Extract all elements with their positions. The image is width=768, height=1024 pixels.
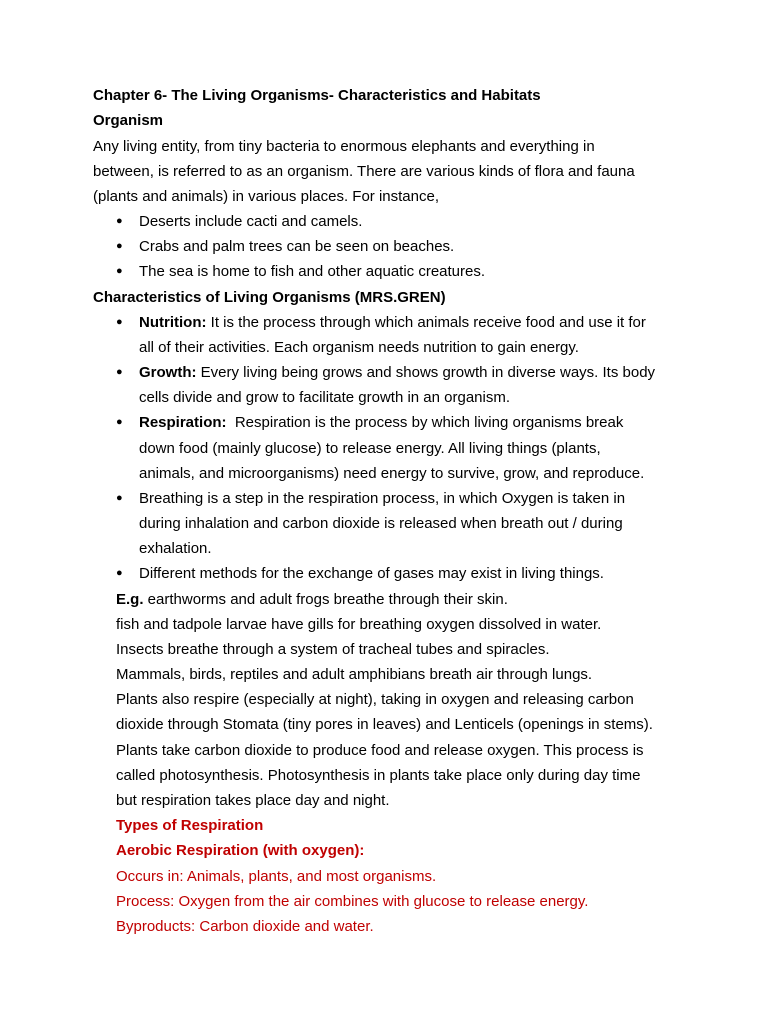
growth-text: Every living being grows and shows growth in diverse ways. Its body — [196, 364, 656, 381]
bullet-icon: ● — [116, 240, 123, 252]
characteristics-heading: Characteristics of Living Organisms (MRS.GREN) — [93, 289, 446, 306]
breathing-text-line: during inhalation and carbon dioxide is released when breath out / during — [139, 515, 623, 532]
bullet-icon: ● — [116, 567, 123, 579]
gas-exchange-item: Different methods for the exchange of gases may exist in living things. — [139, 565, 604, 582]
bullet-icon: ● — [116, 316, 123, 328]
eg-text: earthworms and adult frogs breathe through their skin. — [143, 591, 508, 608]
chapter-title: Chapter 6- The Living Organisms- Characteristics and Habitats — [93, 87, 541, 104]
growth-item — [139, 360, 655, 385]
growth-text-line: cells divide and grow to facilitate growth in an organism. — [139, 389, 511, 406]
detail-line: but respiration takes place day and night. — [116, 792, 390, 809]
detail-line: fish and tadpole larvae have gills for breathing oxygen dissolved in water. — [116, 616, 602, 633]
respiration-text-line: animals, and microorganisms) need energy to survive, grow, and reproduce. — [139, 465, 645, 482]
example-line — [116, 587, 508, 612]
detail-line: Mammals, birds, reptiles and adult amphibians breath air through lungs. — [116, 666, 593, 683]
aerobic-process-line: Process: Oxygen from the air combines with glucose to release energy. — [116, 893, 589, 910]
bullet-icon: ● — [116, 215, 123, 227]
organism-paragraph-line: (plants and animals) in various places. For instance, — [93, 188, 439, 205]
aerobic-respiration-heading: Aerobic Respiration (with oxygen): — [116, 842, 365, 859]
growth-term: Growth: — [139, 364, 197, 381]
respiration-term: Respiration: — [139, 414, 227, 431]
eg-label: E.g. — [116, 591, 144, 608]
detail-line: Plants take carbon dioxide to produce food and release oxygen. This process is — [116, 742, 644, 759]
detail-line: Plants also respire (especially at night), taking in oxygen and releasing carbon — [116, 691, 634, 708]
organism-heading: Organism — [93, 112, 164, 129]
aerobic-byproducts-line: Byproducts: Carbon dioxide and water. — [116, 918, 374, 935]
aerobic-occurs-line: Occurs in: Animals, plants, and most organisms. — [116, 868, 437, 885]
respiration-item — [139, 410, 623, 435]
bullet-icon: ● — [116, 265, 123, 277]
detail-line: called photosynthesis. Photosynthesis in plants take place only during day time — [116, 767, 641, 784]
example-item: The sea is home to fish and other aquatic creatures. — [139, 263, 486, 280]
organism-paragraph-line: Any living entity, from tiny bacteria to enormous elephants and everything in — [93, 138, 595, 155]
nutrition-term: Nutrition: — [139, 314, 207, 331]
breathing-item: Breathing is a step in the respiration process, in which Oxygen is taken in — [139, 490, 626, 507]
organism-paragraph-line: between, is referred to as an organism. There are various kinds of flora and fauna — [93, 163, 635, 180]
detail-line: dioxide through Stomata (tiny pores in leaves) and Lenticels (openings in stems). — [116, 716, 653, 733]
detail-line: Insects breathe through a system of tracheal tubes and spiracles. — [116, 641, 550, 658]
respiration-text-line: down food (mainly glucose) to release energy. All living things (plants, — [139, 440, 601, 457]
types-of-respiration-heading: Types of Respiration — [116, 817, 264, 834]
nutrition-text-line: all of their activities. Each organism needs nutrition to gain energy. — [139, 339, 579, 356]
example-item: Deserts include cacti and camels. — [139, 213, 363, 230]
respiration-text: Respiration is the process by which living organisms break — [226, 414, 624, 431]
bullet-icon: ● — [116, 416, 123, 428]
bullet-icon: ● — [116, 492, 123, 504]
bullet-icon: ● — [116, 366, 123, 378]
nutrition-item — [139, 310, 646, 335]
example-item: Crabs and palm trees can be seen on beaches. — [139, 238, 455, 255]
nutrition-text: It is the process through which animals receive food and use it for — [206, 314, 646, 331]
breathing-text-line: exhalation. — [139, 540, 212, 557]
